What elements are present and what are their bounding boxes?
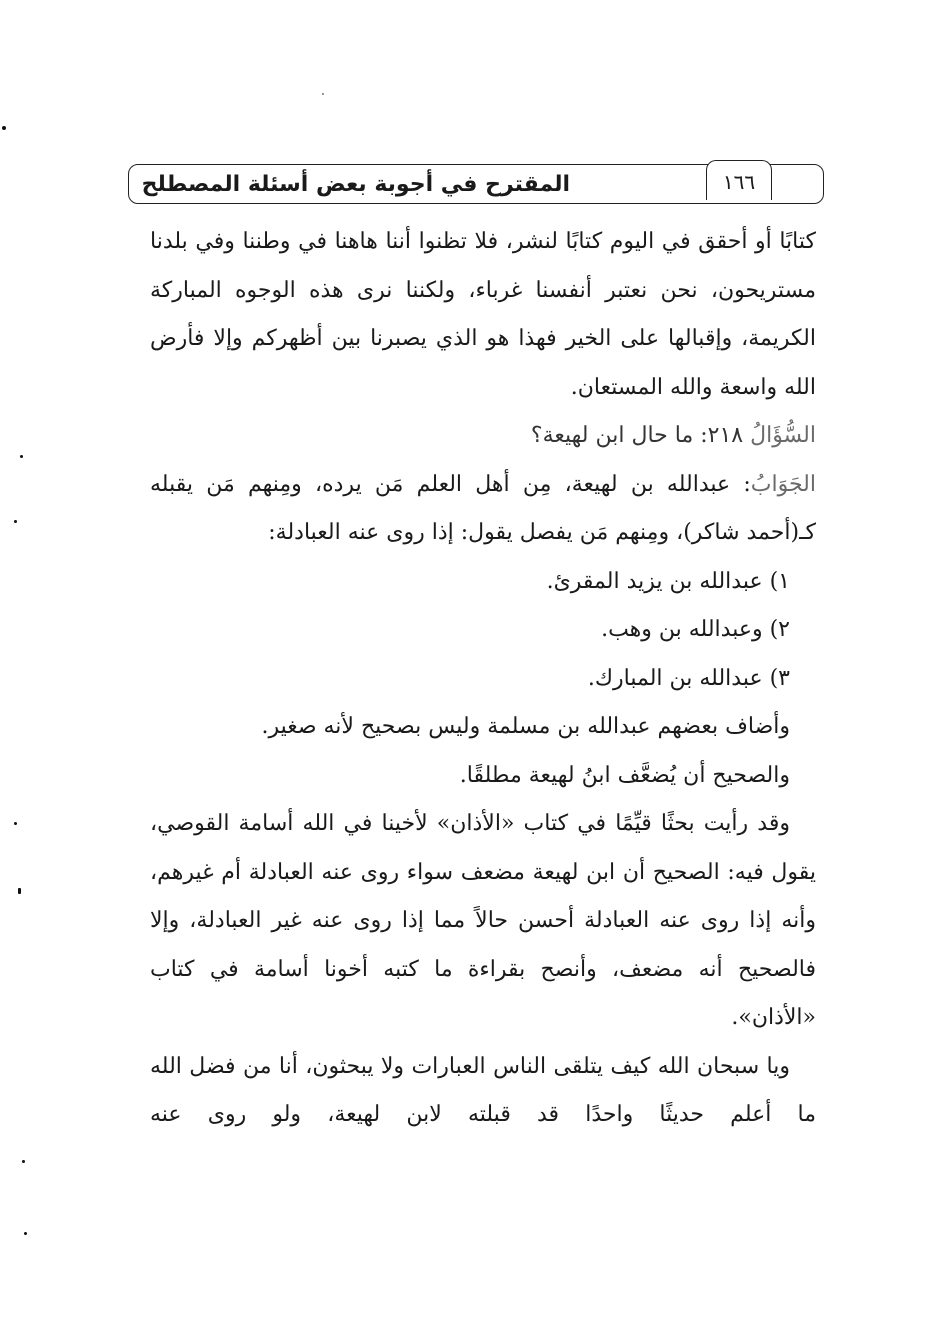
body-text: [150, 218, 816, 1140]
list-item: ٢) وعبدالله بن وهب.: [601, 617, 790, 642]
page-number: ١٦٦: [722, 170, 756, 194]
answer-label: الجَوَابُ: [750, 471, 816, 497]
list-item: ٣) عبدالله بن المبارك.: [587, 665, 790, 691]
scan-speck: [22, 1160, 25, 1163]
question-text: ٢١٨: ما حال ابن لهيعة؟: [530, 423, 751, 448]
scan-speck: [14, 520, 17, 523]
scan-speck: [14, 822, 17, 825]
paragraph-addition: وأضاف بعضهم عبدالله بن مسلمة وليس بصحيح لأنه صغير.: [261, 714, 790, 739]
scan-speck: [24, 1232, 27, 1235]
question-label: السُّؤَالُ: [750, 423, 816, 448]
scan-speck: [322, 93, 324, 95]
running-header-title: المقترح في أجوبة بعض أسئلة المصطلح: [141, 172, 570, 197]
answer-paragraph: [150, 461, 816, 558]
list-item: ١) عبدالله بن يزيد المقرئ.: [546, 568, 790, 594]
question-line: [150, 412, 816, 461]
answer-text: : عبدالله بن لهيعة، مِن أهل العلم مَن يرده، ومِنهم مَن يقبله كـ(أحمد شاكر)، ومِنهم مَن يفصل يقول: إذا روى عنه العبادلة:: [150, 471, 816, 545]
paragraph-research: وقد رأيت بحثًا قيِّمًا في كتاب «الأذان» لأخينا في الله أسامة القوصي، يقول فيه: الصحيح أن ابن لهيعة مضعف سواء روى عنه العبادلة أم غيرهم، وأنه إذا روى عنه العبادلة أحسن حالاً مما إذا روى عنه غير العبادلة، وإلا فالصحيح أنه مضعف، وأنصح بقراءة ما كتبه أخونا أسامة في كتاب «الأذان».: [150, 811, 816, 1030]
paragraph-subhan: ويا سبحان الله كيف يتلقى الناس العبارات ولا يبحثون، أنا من فضل الله ما أعلم حديثًا واحدًا قد قبلته لابن لهيعة، ولو روى عنه: [150, 1053, 816, 1127]
scan-speck: [2, 126, 6, 130]
scan-speck: [18, 888, 21, 894]
paragraph-intro: كتابًا أو أحقق في اليوم كتابًا لنشر، فلا تظنوا أننا هاهنا في وطننا وفي بلدنا مستريحون، نحن نعتبر أنفسنا غرباء، ولكننا نرى هذه الوجوه المباركة الكريمة، وإقبالها على الخير فهذا هو الذي يصبرنا بين أظهركم وإلا فأرض الله واسعة والله المستعان.: [150, 229, 816, 400]
paragraph-correct: والصحيح أن يُضعَّف ابنُ لهيعة مطلقًا.: [459, 762, 790, 788]
scan-speck: [20, 455, 23, 458]
